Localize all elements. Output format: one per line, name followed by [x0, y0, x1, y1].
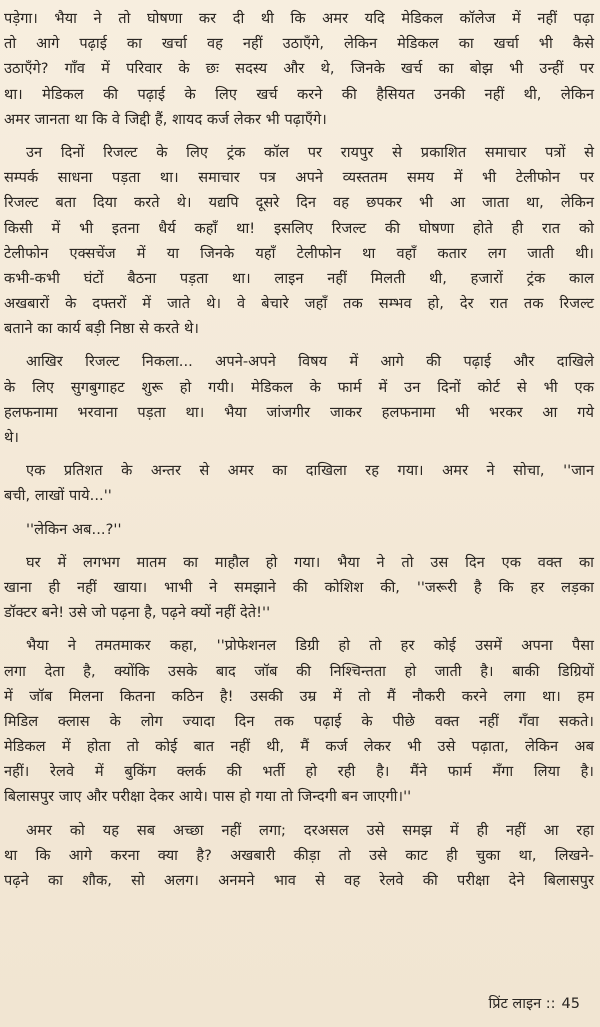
- text-line: रिजल्ट बता दिया करते थे। यद्यपि दूसरे दिन वह छपकर भी आ जाता था, लेकिन: [4, 194, 594, 212]
- text-line: के लिए सुगबुगाहट शुरू हो गयी। मेडिकल के फार्म में उन दिनों कोर्ट से भी एक: [4, 378, 594, 396]
- text-line: आखिर रिजल्ट निकला... अपने-अपने विषय में आगे की पढ़ाई और दाखिले: [26, 353, 594, 371]
- paragraph: [4, 517, 594, 542]
- text-line: बताने का कार्य बड़ी निष्ठा से करते थे।: [4, 320, 199, 338]
- paragraph: [4, 818, 594, 894]
- text-line: टेलीफोन एक्सचेंज में या जिनके यहाँ टेलीफोन था वहाँ कतार लग जाती थी।: [4, 244, 594, 262]
- page-number: 45: [561, 996, 580, 1012]
- text-line: सम्पर्क साधना पड़ता था। समाचार पत्र अपने व्यस्ततम समय में भी टेलीफोन पर: [4, 169, 594, 187]
- text-line: ''लेकिन अब...?'': [26, 520, 122, 538]
- text-line: पढ़ने का शौक, सो अलग। अनमने भाव से वह रेलवे की परीक्षा देने बिलासपुर: [4, 872, 594, 889]
- footer-book-title: प्रिंट लाइन ::: [488, 996, 556, 1012]
- text-line: खाना ही नहीं खाया। भाभी ने समझाने की कोशिश की, ''जरूरी है कि हर लड़का: [4, 578, 594, 596]
- text-line: मेडिकल में होता तो कोई बात नहीं थी, मैं कर्ज लेकर भी उसे पढ़ाता, लेकिन अब: [4, 738, 594, 756]
- text-line: बिलासपुर जाए और परीक्षा देकर आये। पास हो गया तो जिन्दगी बन जाएगी।'': [4, 788, 412, 806]
- text-line: अखबारों के दफ्तरों में जाते थे। वे बेचारे जहाँ तक सम्भव हो, देर रात तक रिजल्ट: [4, 295, 594, 313]
- paragraph: [4, 458, 594, 508]
- text-line: पड़ेगा। भैया ने तो घोषणा कर दी थी कि अमर यदि मेडिकल कॉलेज में नहीं पढ़ा: [4, 10, 594, 27]
- text-line: कभी-कभी घंटों बैठना पड़ता था। लाइन नहीं मिलती थी, हजारों ट्रंक काल: [4, 269, 594, 287]
- page-footer: [482, 994, 580, 1014]
- text-line: किसी में भी इतना धैर्य कहाँ था! इसलिए रिजल्ट की घोषणा होते ही रात को: [4, 219, 594, 237]
- text-line: डॉक्टर बने! उसे जो पढ़ना है, पढ़ने क्यों नहीं देते!'': [4, 604, 271, 622]
- text-line: नहीं। रेलवे में बुकिंग क्लर्क की भर्ती हो रही है। मैंने फार्म मँगा लिया है।: [4, 763, 594, 781]
- text-line: था कि आगे करना क्या है? अखबारी कीड़ा तो उसे काट ही चुका था, लिखने-: [4, 846, 594, 864]
- paragraph-gap: [4, 341, 594, 349]
- paragraph: [4, 349, 594, 450]
- paragraph-gap: [4, 450, 594, 458]
- paragraph: [4, 633, 594, 809]
- paragraph-gap: [4, 542, 594, 550]
- text-line: अमर को यह सब अच्छा नहीं लगा; दरअसल उसे समझ में ही नहीं आ रहा: [26, 821, 594, 839]
- paragraph: [4, 140, 594, 342]
- paragraph: [4, 6, 594, 132]
- text-line: उठाएँगे? गाँव में परिवार के छः सदस्य और थे, जिनके खर्च का बोझ भी उन्हीं पर: [4, 60, 594, 78]
- paragraph-gap: [4, 132, 594, 140]
- text-line: अमर जानता था कि वे जिद्दी हैं, शायद कर्ज लेकर भी पढ़ाएँगे।: [4, 110, 327, 128]
- page-text: [4, 6, 594, 893]
- paragraph-gap: [4, 625, 594, 633]
- text-line: भैया ने तमतमाकर कहा, ''प्रोफेशनल डिग्री हो तो हर कोई उसमें अपना पैसा: [26, 637, 594, 655]
- text-line: बची, लाखों पाये...'': [4, 487, 112, 505]
- paragraph: [4, 550, 594, 626]
- text-line: लगा देता है, क्योंकि उसके बाद जॉब की निश्चिन्तता हो जाती है। बाकी डिग्रियों: [4, 662, 594, 680]
- text-line: घर में लगभग मातम का माहौल हो गया। भैया ने तो उस दिन एक वक्त का: [26, 553, 594, 571]
- text-line: था। मेडिकल की पढ़ाई के लिए खर्च करने की हैसियत उनकी नहीं थी, लेकिन: [4, 85, 594, 103]
- text-line: एक प्रतिशत के अन्तर से अमर का दाखिला रह गया। अमर ने सोचा, ''जान: [26, 462, 594, 480]
- text-line: थे।: [4, 429, 19, 446]
- text-line: में जॉब मिलना कितना कठिन है! उसकी उम्र में तो मैं नौकरी करने लगा था। हम: [4, 687, 594, 705]
- paragraph-gap: [4, 509, 594, 517]
- text-line: उन दिनों रिजल्ट के लिए ट्रंक कॉल पर रायपुर से प्रकाशित समाचार पत्रों से: [26, 143, 594, 161]
- text-line: तो आगे पढ़ाई का खर्चा वह नहीं उठाएँगे, लेकिन मेडिकल का खर्चा भी कैसे: [4, 35, 594, 53]
- text-line: मिडिल क्लास के लोग ज्यादा दिन तक पढ़ाई के पीछे वक्त नहीं गँवा सकते।: [4, 712, 594, 730]
- text-line: हलफनामा भरवाना पड़ता था। भैया जांजगीर जाकर हलफनामा भी भरकर आ गये: [4, 403, 594, 421]
- paragraph-gap: [4, 810, 594, 818]
